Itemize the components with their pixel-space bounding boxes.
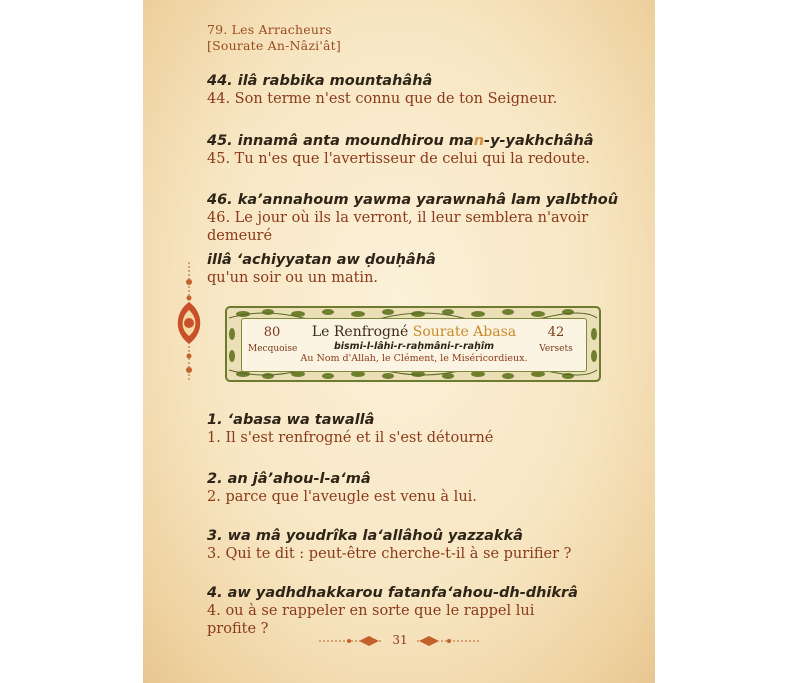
surah-header-arabic-name: [Sourate An-Nâzi'ât] <box>207 38 341 53</box>
verse-transliteration-continued: illâ ‘achiyyatan aw ḍouḥâhâ <box>207 252 436 268</box>
verse-1 <box>207 411 627 447</box>
verse-translation-continued: profite ? <box>207 621 269 637</box>
verse-3 <box>207 527 627 563</box>
verse-transliteration <box>207 132 627 150</box>
verse-transliteration: 2. an jâ’ahou-l-a‘mâ <box>207 471 371 487</box>
verse-translation-continued: qu'un soir ou un matin. <box>207 270 379 286</box>
hizb-marker-ornament-icon <box>169 262 209 382</box>
verse-count-label: Versets <box>539 344 573 354</box>
verse-translation: 45. Tu n'es que l'avertisseur de celui qui la redoute. <box>207 151 590 167</box>
surah-number-block <box>248 325 296 354</box>
verse-45 <box>207 132 627 168</box>
translit-part: -y-yakhchâhâ <box>484 133 594 149</box>
verse-46 <box>207 191 627 287</box>
verse-translation: 2. parce que l'aveugle est venu à lui. <box>207 489 477 505</box>
verse-transliteration: 1. ‘abasa wa tawallâ <box>207 412 375 428</box>
verse-translation: 4. ou à se rappeler en sorte que le rappel lui <box>207 603 535 619</box>
verse-translation: 1. Il s'est renfrogné et il s'est détourné <box>207 430 494 446</box>
page-footer <box>143 630 655 650</box>
banner-frame <box>241 318 587 372</box>
verse-count: 42 <box>547 325 565 340</box>
surah-header <box>207 22 341 54</box>
mushaf-page <box>143 0 655 683</box>
surah-title-french: Le Renfrogné <box>311 324 409 340</box>
revelation-place: Mecquoise <box>248 344 298 354</box>
verse-44 <box>207 72 627 108</box>
verse-transliteration: 46. ka’annahoum yawma yarawnahâ lam yalbthoû <box>207 192 619 208</box>
verse-transliteration: 4. aw yadhdhakkarou fatanfa‘ahou-dh-dhikrâ <box>207 585 578 601</box>
surah-title-arabic: Sourate Abasa <box>412 324 517 340</box>
bismillah-transliteration: bismi-l-lâhi-r-raḥmâni-r-raḥîm <box>333 341 495 352</box>
verse-translation: 44. Son terme n'est connu que de ton Seigneur. <box>207 91 558 107</box>
verse-transliteration: 3. wa mâ youdrîka la‘allâhoû yazzakkâ <box>207 528 523 544</box>
verse-translation: 46. Le jour où ils la verront, il leur semblera n'avoir demeuré <box>207 210 589 244</box>
surah-title-banner <box>223 304 603 384</box>
translit-part: 45. innamâ anta moundhirou ma <box>207 133 474 149</box>
surah-title-block <box>296 321 532 364</box>
verse-transliteration: 44. ilâ rabbika mountahâhâ <box>207 73 433 89</box>
bismillah-translation: Au Nom d'Allah, le Clément, le Miséricordieux. <box>300 353 528 364</box>
verse-translation: 3. Qui te dit : peut-être cherche-t-il à se purifier ? <box>207 546 572 562</box>
surah-title <box>312 324 516 340</box>
translit-highlight: n <box>473 133 485 149</box>
verse-count-block <box>532 325 580 354</box>
verse-2 <box>207 470 627 506</box>
surah-header-title: 79. Les Arracheurs <box>207 22 332 37</box>
surah-number: 80 <box>263 325 281 340</box>
page-number: 31 <box>392 633 408 647</box>
